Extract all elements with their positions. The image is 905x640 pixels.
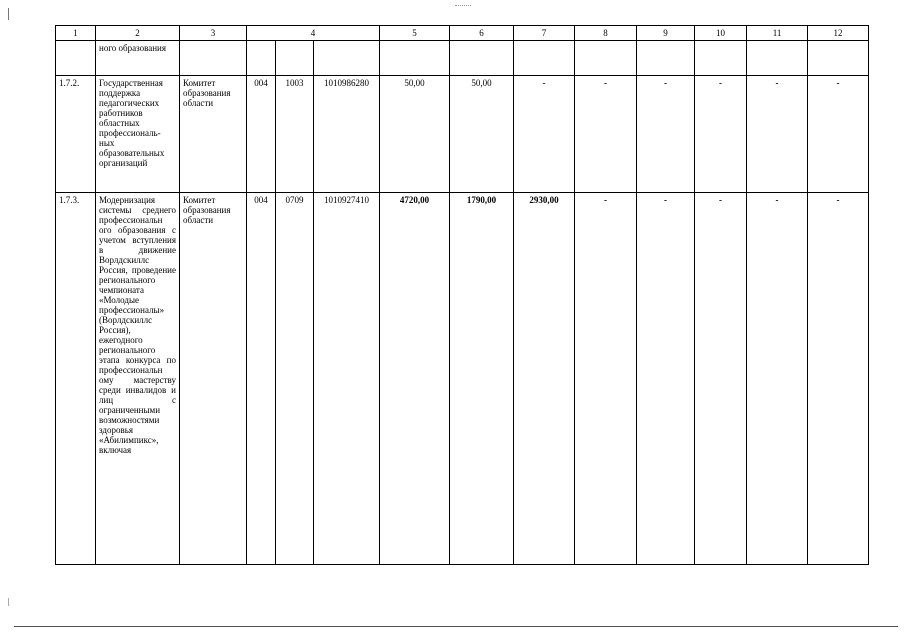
- table-header-row: [56, 26, 869, 41]
- scan-mark: [455, 5, 471, 7]
- header-cell: 8: [575, 26, 637, 41]
- table-row: [56, 41, 869, 76]
- header-cell: 1: [56, 26, 96, 41]
- value-cell: -: [695, 76, 747, 193]
- value-cell: 50,00: [450, 76, 514, 193]
- value-cell: -: [637, 76, 695, 193]
- header-cell: 11: [747, 26, 808, 41]
- value-cell: -: [808, 193, 869, 565]
- table-cell: [56, 41, 96, 76]
- value-cell: 2930,00: [514, 193, 575, 565]
- value-cell: 1790,00: [450, 193, 514, 565]
- value-cell: 50,00: [380, 76, 450, 193]
- scan-mark: [8, 8, 9, 20]
- table-cell: [380, 41, 450, 76]
- header-cell: 6: [450, 26, 514, 41]
- code-cell: 004: [247, 193, 276, 565]
- code-cell: 1010986280: [314, 76, 380, 193]
- value-cell: -: [747, 76, 808, 193]
- table-cell: [450, 41, 514, 76]
- table-cell: [575, 41, 637, 76]
- executor-cell: Комитет образования области: [180, 76, 247, 193]
- value-cell: -: [747, 193, 808, 565]
- row-name-cell: Модернизация системы среднего профессиональн ого образования с учетом вступления в движение Ворлдскиллс Россия, проведение регионального чемпионата «Молодые профессионалы» (Ворлдскиллс Россия), ежегодного регионального этапа конкурса по профессиональн ому мастерству среди инвалидов и лиц с ограниченными возможностями здоровья «Абилимпикс», включая: [96, 193, 180, 565]
- value-cell: -: [514, 76, 575, 193]
- row-name-cell: Государственная поддержка педагогических работников областных профессиональ-ных образовательных организаций: [96, 76, 180, 193]
- table-row: [56, 76, 869, 193]
- table-cell: [180, 41, 247, 76]
- value-cell: -: [575, 76, 637, 193]
- header-cell: 9: [637, 26, 695, 41]
- scan-mark: [8, 598, 9, 606]
- value-cell: -: [637, 193, 695, 565]
- table-cell: [747, 41, 808, 76]
- row-number-cell: 1.7.2.: [56, 76, 96, 193]
- header-cell: 10: [695, 26, 747, 41]
- table-cell: [276, 41, 314, 76]
- value-cell: -: [695, 193, 747, 565]
- value-cell: -: [808, 76, 869, 193]
- budget-table: [55, 25, 869, 565]
- header-cell: 2: [96, 26, 180, 41]
- page-bottom-rule: [14, 626, 898, 627]
- executor-cell: Комитет образования области: [180, 193, 247, 565]
- code-cell: 0709: [276, 193, 314, 565]
- table-cell: [637, 41, 695, 76]
- table-cell: [314, 41, 380, 76]
- table-row: [56, 193, 869, 565]
- header-cell: 3: [180, 26, 247, 41]
- header-cell: 5: [380, 26, 450, 41]
- header-cell: 7: [514, 26, 575, 41]
- header-cell: 4: [247, 26, 380, 41]
- code-cell: 1003: [276, 76, 314, 193]
- code-cell: 004: [247, 76, 276, 193]
- table-cell: [695, 41, 747, 76]
- value-cell: -: [575, 193, 637, 565]
- table-cell: [808, 41, 869, 76]
- row-name-cell: ного образования: [96, 41, 180, 76]
- table-cell: [247, 41, 276, 76]
- row-number-cell: 1.7.3.: [56, 193, 96, 565]
- header-cell: 12: [808, 26, 869, 41]
- code-cell: 1010927410: [314, 193, 380, 565]
- value-cell: 4720,00: [380, 193, 450, 565]
- table-cell: [514, 41, 575, 76]
